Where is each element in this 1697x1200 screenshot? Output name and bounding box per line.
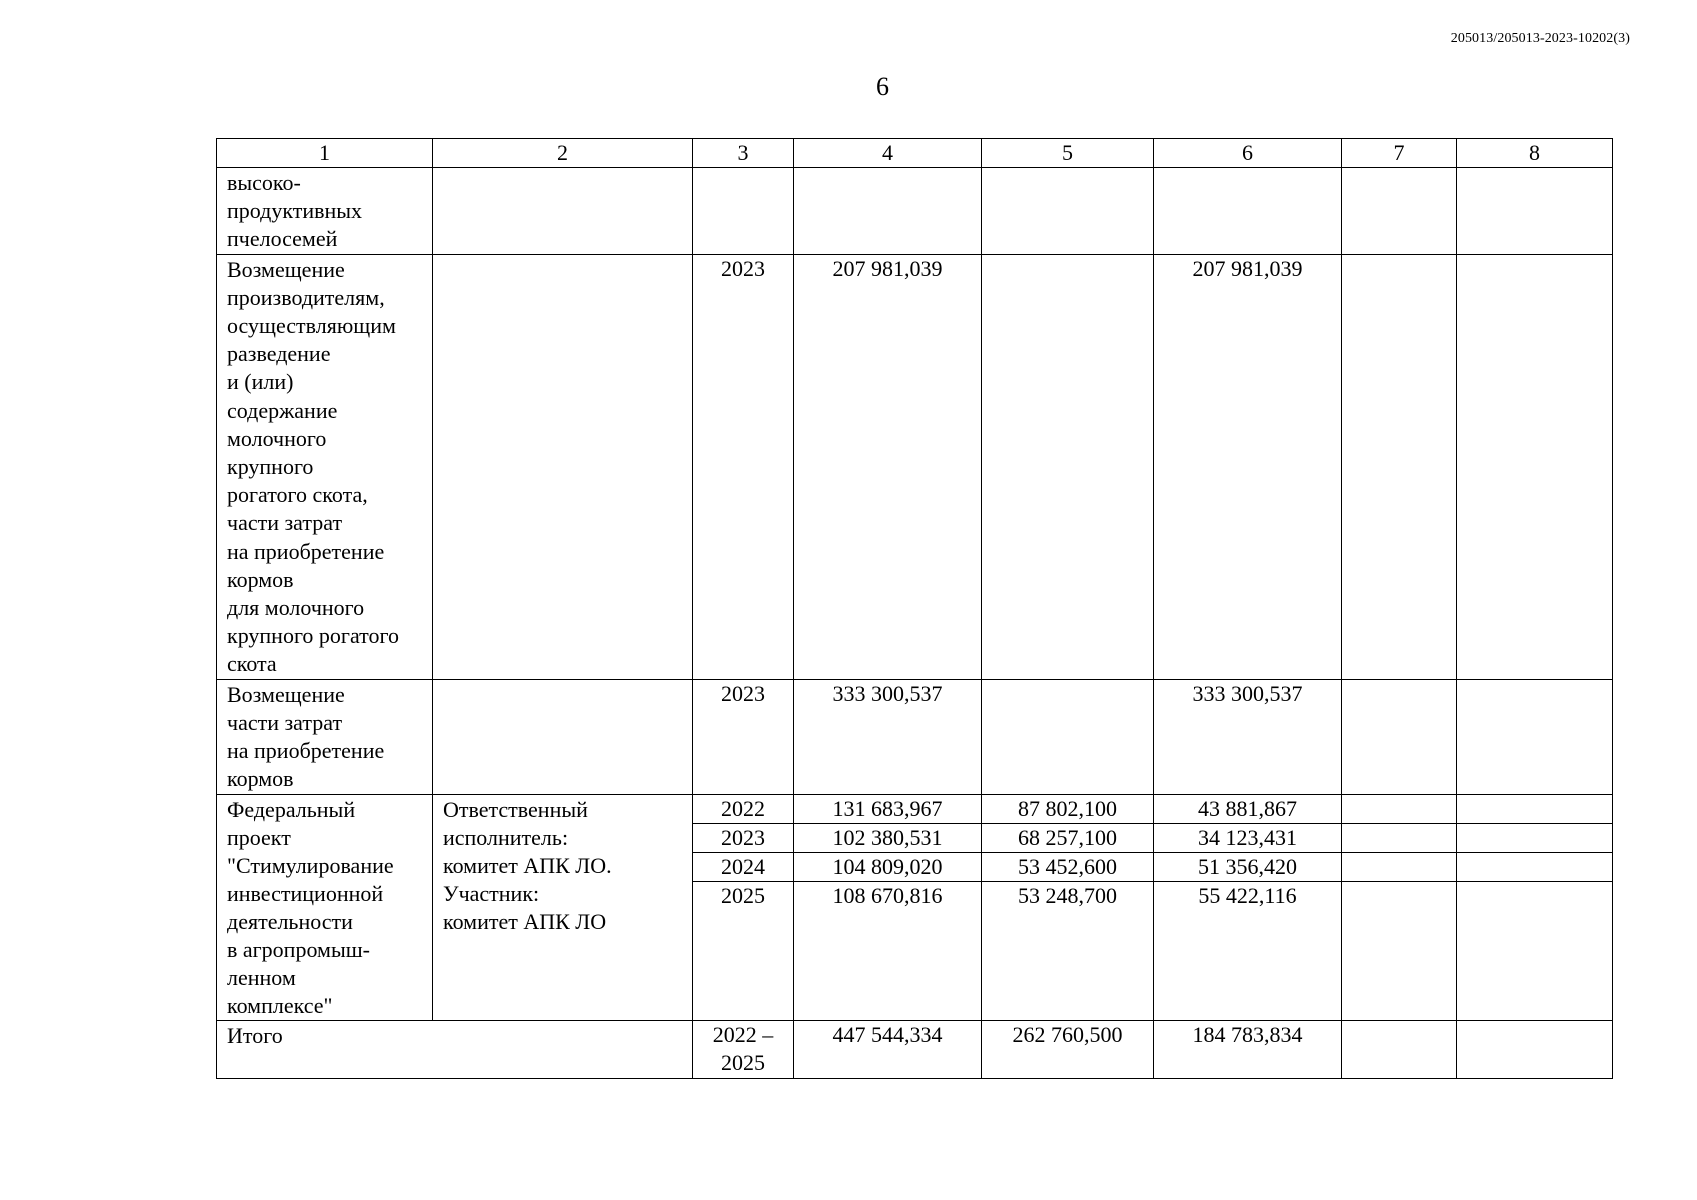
- row-col7: [1342, 254, 1457, 679]
- row-col6: 207 981,039: [1154, 254, 1342, 679]
- row-col4: [794, 168, 982, 255]
- row-col4: 102 380,531: [794, 823, 982, 852]
- row-col6: [1154, 168, 1342, 255]
- row-name: Возмещение производителям, осуществляющим разведение и (или) содержание молочного крупного рогатого скота, части затрат на приобретение кормов для молочного крупного рогатого скота: [217, 254, 433, 679]
- row-col5: [982, 679, 1154, 794]
- row-col5: [982, 168, 1154, 255]
- row-col7: [1342, 679, 1457, 794]
- row-year: 2023: [693, 679, 794, 794]
- row-col5: 53 248,700: [982, 882, 1154, 1021]
- total-row: [217, 1020, 1613, 1078]
- row-col4: 108 670,816: [794, 882, 982, 1021]
- budget-table: [216, 138, 1613, 1079]
- row-col7: [1342, 852, 1457, 881]
- row-col6: 51 356,420: [1154, 852, 1342, 881]
- column-header: 8: [1457, 139, 1613, 168]
- page-number: 6: [876, 72, 889, 101]
- row-col6: 34 123,431: [1154, 823, 1342, 852]
- row-executor: [433, 254, 693, 679]
- row-year: 2023: [693, 254, 794, 679]
- row-col5: 53 452,600: [982, 852, 1154, 881]
- row-col8: [1457, 168, 1613, 255]
- row-col8: [1457, 823, 1613, 852]
- row-col4: 131 683,967: [794, 794, 982, 823]
- row-col5: 68 257,100: [982, 823, 1154, 852]
- row-name: Возмещение части затрат на приобретение кормов: [217, 679, 433, 794]
- row-col7: [1342, 168, 1457, 255]
- row-year: 2025: [693, 882, 794, 1021]
- total-col4: 447 544,334: [794, 1020, 982, 1078]
- column-header: 6: [1154, 139, 1342, 168]
- row-col6: 55 422,116: [1154, 882, 1342, 1021]
- row-year: 2024: [693, 852, 794, 881]
- row-col7: [1342, 882, 1457, 1021]
- row-col4: 333 300,537: [794, 679, 982, 794]
- row-name: высоко- продуктивных пчелосемей: [217, 168, 433, 255]
- column-header: 7: [1342, 139, 1457, 168]
- table-row: [217, 168, 1613, 255]
- total-col5: 262 760,500: [982, 1020, 1154, 1078]
- row-col8: [1457, 679, 1613, 794]
- row-col5: 87 802,100: [982, 794, 1154, 823]
- row-year: 2023: [693, 823, 794, 852]
- table-row: [217, 254, 1613, 679]
- row-col7: [1342, 823, 1457, 852]
- column-header: 2: [433, 139, 693, 168]
- row-col7: [1342, 794, 1457, 823]
- column-header: 4: [794, 139, 982, 168]
- column-header: 5: [982, 139, 1154, 168]
- row-executor: [433, 679, 693, 794]
- row-col5: [982, 254, 1154, 679]
- total-col7: [1342, 1020, 1457, 1078]
- total-col8: [1457, 1020, 1613, 1078]
- row-year: 2022: [693, 794, 794, 823]
- row-col4: 104 809,020: [794, 852, 982, 881]
- row-executor: [433, 168, 693, 255]
- table-header-row: [217, 139, 1613, 168]
- federal-project-name: Федеральный проект "Стимулирование инвестиционной деятельности в агропромыш- ленном комплексе": [217, 794, 433, 1020]
- row-col8: [1457, 794, 1613, 823]
- row-col6: 43 881,867: [1154, 794, 1342, 823]
- row-col8: [1457, 852, 1613, 881]
- row-col4: 207 981,039: [794, 254, 982, 679]
- table-row: [217, 794, 1613, 823]
- column-header: 3: [693, 139, 794, 168]
- table-row: [217, 679, 1613, 794]
- row-col8: [1457, 882, 1613, 1021]
- total-label: Итого: [217, 1020, 693, 1078]
- row-col6: 333 300,537: [1154, 679, 1342, 794]
- total-years: 2022 – 2025: [693, 1020, 794, 1078]
- row-year: [693, 168, 794, 255]
- federal-project-executor: Ответственный исполнитель: комитет АПК ЛО. Участник: комитет АПК ЛО: [433, 794, 693, 1020]
- document-number: 205013/205013-2023-10202(3): [1450, 31, 1630, 46]
- row-col8: [1457, 254, 1613, 679]
- column-header: 1: [217, 139, 433, 168]
- total-col6: 184 783,834: [1154, 1020, 1342, 1078]
